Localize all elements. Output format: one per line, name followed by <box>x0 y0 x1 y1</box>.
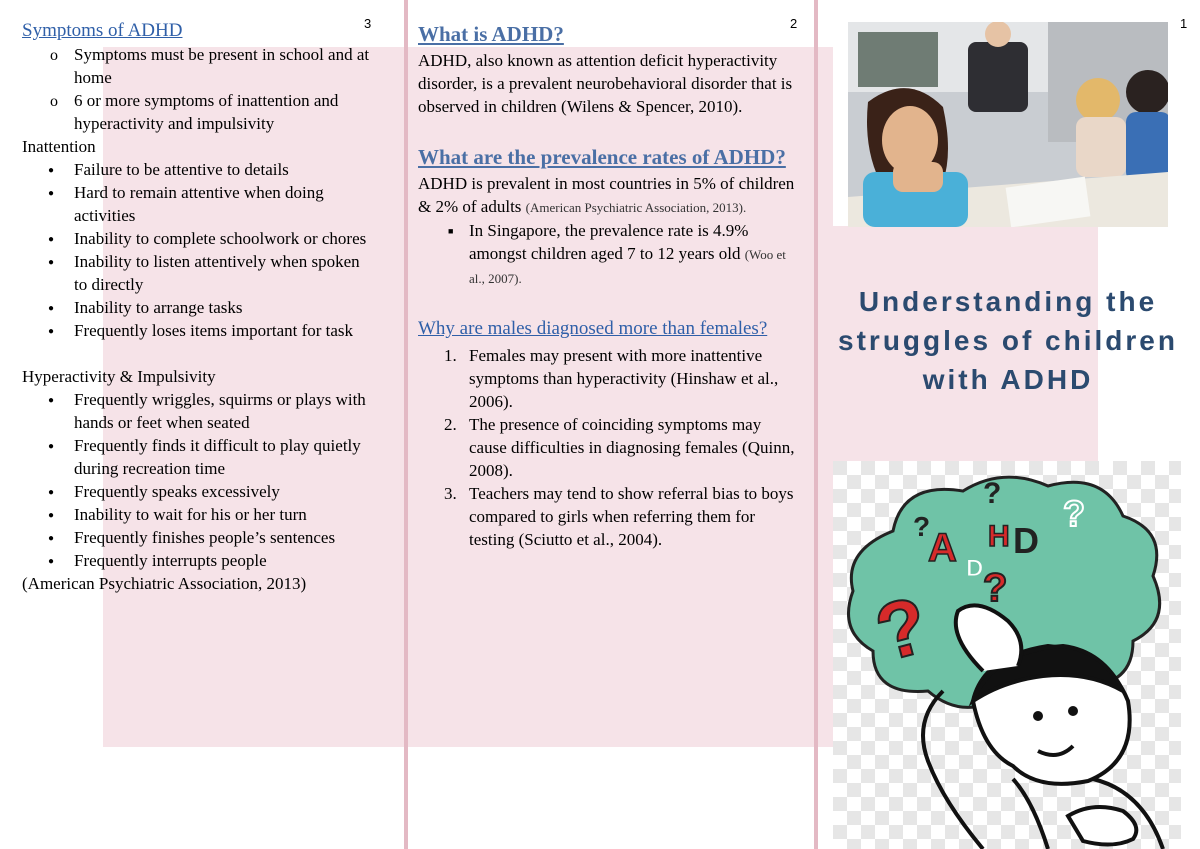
symptom-item <box>22 434 372 480</box>
adhd-letter-d1: D <box>966 555 984 582</box>
singapore-prevalence-citation: (Woo et al., 2007). <box>469 247 786 286</box>
intro-item <box>22 89 372 135</box>
reason-item: 3. Teachers may tend to show referral bias to boys compared to girls when referring them for testing (Sciutto et al., 2004). <box>444 484 794 549</box>
symptom-item <box>22 181 372 227</box>
prevalence-item <box>418 219 803 290</box>
intro-text: 6 or more symptoms of inattention and hyperactivity and impulsivity <box>74 91 339 133</box>
hyperactivity-list <box>22 388 372 572</box>
symptom-text: Frequently interrupts people <box>74 551 267 570</box>
intro-text: Symptoms must be present in school and at home <box>74 45 370 87</box>
what-is-adhd-heading: What is ADHD? <box>418 22 564 46</box>
symptom-text: Inability to arrange tasks <box>74 298 243 317</box>
panel-divider-right <box>814 0 818 849</box>
question-mark-icon: ? <box>1063 493 1085 534</box>
males-diagnosed-list <box>418 344 803 551</box>
panel-symptoms <box>22 20 372 595</box>
symptoms-heading: Symptoms of ADHD <box>22 20 183 41</box>
question-mark-icon: ? <box>983 566 1008 610</box>
symptoms-intro-list <box>22 43 372 135</box>
males-diagnosed-heading: Why are males diagnosed more than females? <box>418 318 768 339</box>
question-mark-icon: ? <box>866 579 937 679</box>
symptom-text: Frequently loses items important for task <box>74 321 354 340</box>
adhd-letter-d2: D <box>1013 520 1039 561</box>
page-number-2: 2 <box>790 16 798 31</box>
reason-item: 2. The presence of coinciding symptoms may cause difficulties in diagnosing females (Quinn, 2008). <box>444 415 795 480</box>
singapore-prevalence-text: In Singapore, the prevalence rate is 4.9% amongst children aged 7 to 12 years old <box>469 221 749 263</box>
reason-text: Teachers may tend to show referral bias to boys compared to girls when referring them for testing (Sciutto et al., 2004). <box>469 484 794 549</box>
panel-divider-left <box>404 0 408 849</box>
inattention-list <box>22 158 372 342</box>
symptom-text: Inability to wait for his or her turn <box>74 505 307 524</box>
symptom-item <box>22 296 372 319</box>
prevalence-heading: What are the prevalence rates of ADHD? <box>418 145 786 169</box>
symptom-text: Frequently finishes people’s sentences <box>74 528 336 547</box>
symptom-item <box>22 250 372 296</box>
reason-text: The presence of coinciding symptoms may cause difficulties in diagnosing females (Quinn, 2008). <box>469 415 795 480</box>
reason-text: Females may present with more inattentive symptoms than hyperactivity (Hinshaw et al., 2006). <box>469 346 779 411</box>
symptom-item <box>22 480 372 503</box>
prevalence-citation: (American Psychiatric Association, 2013). <box>525 200 747 215</box>
symptom-text: Inability to complete schoolwork or chores <box>74 229 367 248</box>
symptom-item <box>22 526 372 549</box>
prevalence-text: ADHD is prevalent in most countries in 5% of children & 2% of adults <box>418 174 795 216</box>
inattention-label: Inattention <box>22 137 96 156</box>
symptom-text: Frequently wriggles, squirms or plays with hands or feet when seated <box>74 390 366 432</box>
intro-item <box>22 43 372 89</box>
symptom-item <box>22 319 372 342</box>
symptom-item <box>22 388 372 434</box>
symptom-text: Hard to remain attentive when doing activities <box>74 183 324 225</box>
what-is-adhd-body: ADHD, also known as attention deficit hyperactivity disorder, is a prevalent neurobehavioral disorder that is observed in children (Wilens & Spencer, 2010). <box>418 51 793 116</box>
hyperactivity-label: Hyperactivity & Impulsivity <box>22 367 216 386</box>
page-number-1: 1 <box>1180 16 1188 31</box>
classroom-photo <box>848 22 1168 227</box>
symptom-item <box>22 158 372 181</box>
prevalence-body <box>418 172 803 219</box>
prevalence-list <box>418 219 803 290</box>
symptom-text: Frequently speaks excessively <box>74 482 280 501</box>
adhd-letter-h: H <box>988 520 1010 553</box>
symptom-item <box>22 549 372 572</box>
symptom-text: Inability to listen attentively when spoken to directly <box>74 252 360 294</box>
page-number-3: 3 <box>364 16 372 31</box>
reason-item: 1. Females may present with more inattentive symptoms than hyperactivity (Hinshaw et al., 2006). <box>444 346 779 411</box>
symptom-text: Frequently finds it difficult to play quietly during recreation time <box>74 436 361 478</box>
symptoms-citation: (American Psychiatric Association, 2013) <box>22 574 307 593</box>
question-mark-icon: ? <box>913 511 931 542</box>
brochure-title: Understanding the struggles of children with ADHD <box>838 286 1178 395</box>
symptom-item <box>22 227 372 250</box>
symptom-text: Failure to be attentive to details <box>74 160 289 179</box>
panel-about-adhd <box>418 22 803 551</box>
adhd-cartoon <box>833 461 1181 849</box>
question-mark-icon: ? <box>983 477 1002 510</box>
adhd-letter-a: A <box>928 526 957 570</box>
symptom-item <box>22 503 372 526</box>
